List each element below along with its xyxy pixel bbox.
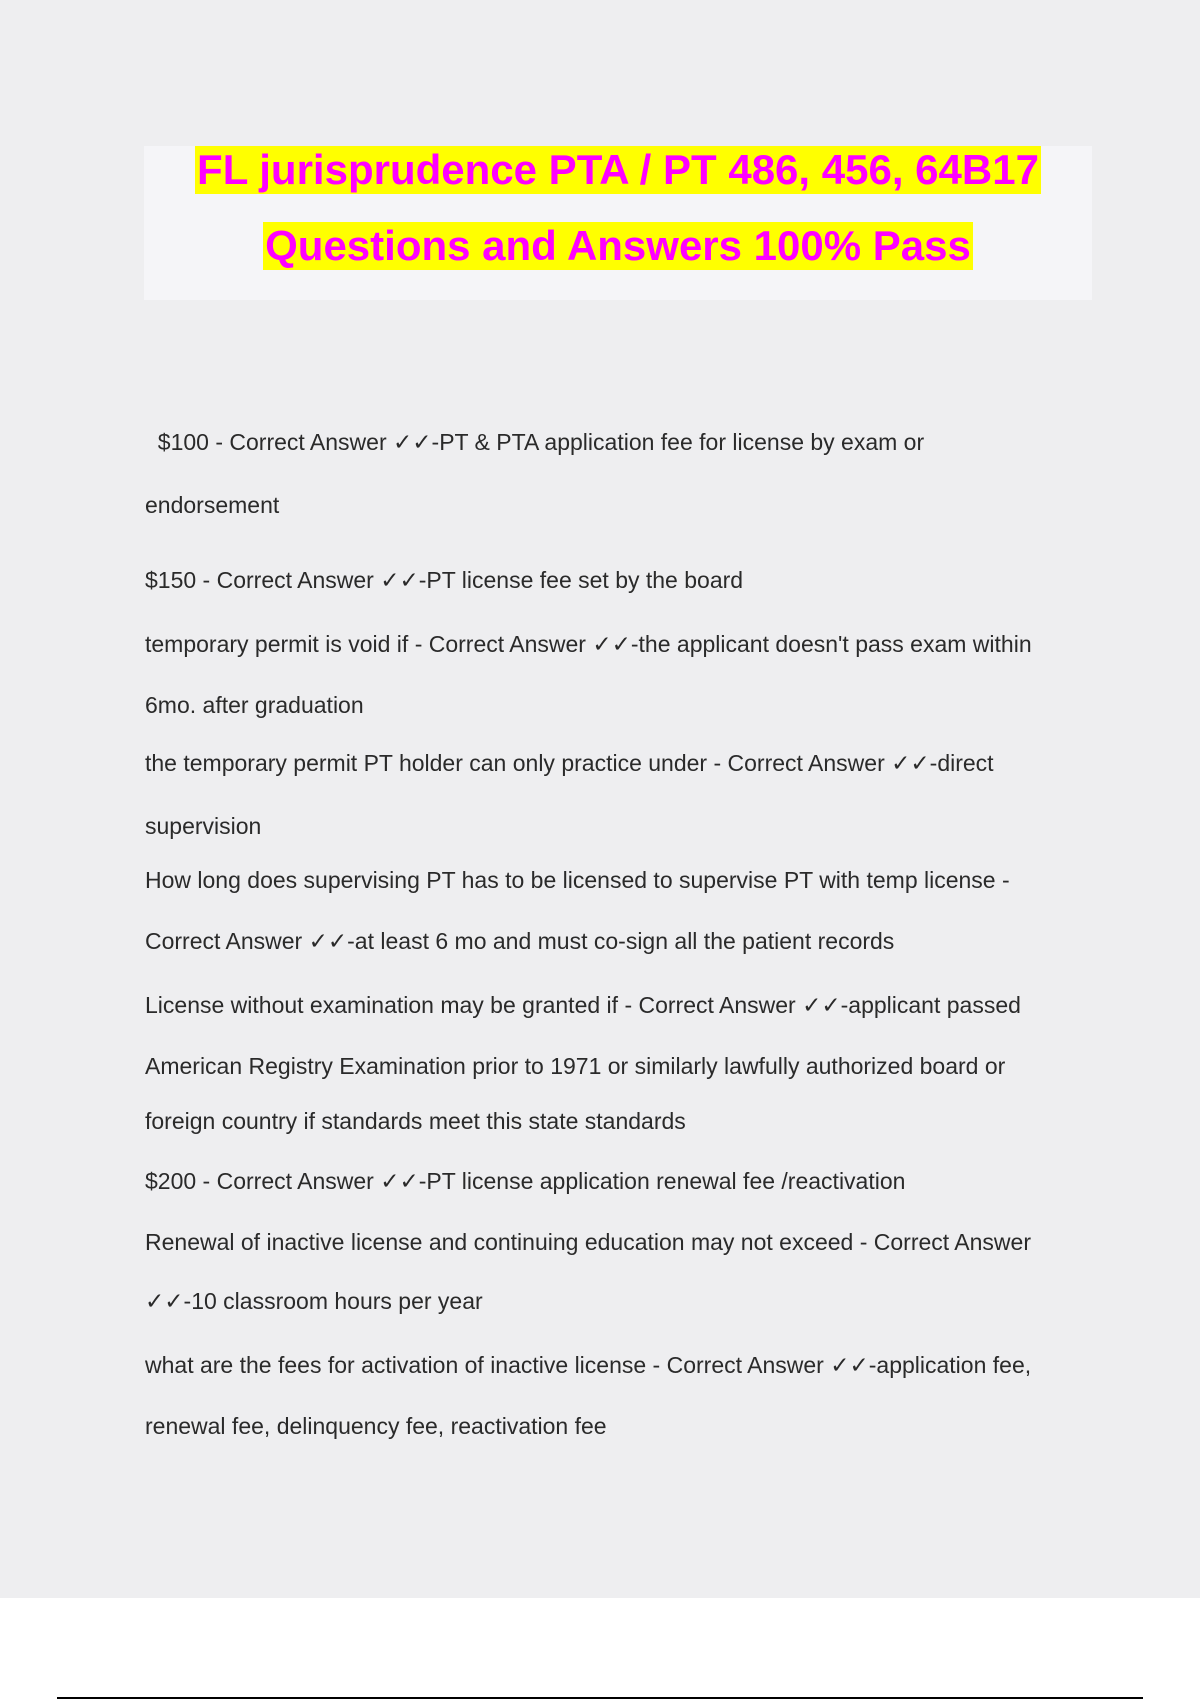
footer-divider <box>57 1697 1143 1699</box>
qa-line: 6mo. after graduation <box>145 692 364 718</box>
qa-line: renewal fee, delinquency fee, reactivation fee <box>145 1413 607 1439</box>
title-line-2-wrap <box>144 222 1092 270</box>
qa-line: $150 - Correct Answer ✓✓-PT license fee set by the board <box>145 567 744 593</box>
title-line-1-wrap <box>144 146 1092 194</box>
qa-line: License without examination may be granted if - Correct Answer ✓✓-applicant passed <box>145 992 1021 1018</box>
qa-line: foreign country if standards meet this state standards <box>145 1108 686 1134</box>
qa-line: endorsement <box>145 492 280 518</box>
qa-line: ✓✓-10 classroom hours per year <box>145 1288 483 1314</box>
qa-line: Correct Answer ✓✓-at least 6 mo and must co-sign all the patient records <box>145 928 895 954</box>
title-block <box>144 146 1092 300</box>
qa-line: the temporary permit PT holder can only practice under - Correct Answer ✓✓-direct <box>145 750 994 776</box>
document-title-line-2: Questions and Answers 100% Pass <box>265 222 971 269</box>
qa-line: supervision <box>145 813 262 839</box>
document-title-line-1: FL jurisprudence PTA / PT 486, 456, 64B17 <box>197 146 1039 193</box>
qa-line: How long does supervising PT has to be licensed to supervise PT with temp license - <box>145 867 1010 893</box>
qa-line: $100 - Correct Answer ✓✓-PT & PTA application fee for license by exam or <box>145 429 925 455</box>
qa-line: American Registry Examination prior to 1971 or similarly lawfully authorized board or <box>145 1053 1006 1079</box>
qa-line: Renewal of inactive license and continuing education may not exceed - Correct Answer <box>145 1229 1031 1255</box>
qa-line: $200 - Correct Answer ✓✓-PT license application renewal fee /reactivation <box>145 1168 906 1194</box>
qa-line: temporary permit is void if - Correct Answer ✓✓-the applicant doesn't pass exam within <box>145 631 1032 657</box>
qa-line: what are the fees for activation of inactive license - Correct Answer ✓✓-application fee, <box>145 1352 1032 1378</box>
